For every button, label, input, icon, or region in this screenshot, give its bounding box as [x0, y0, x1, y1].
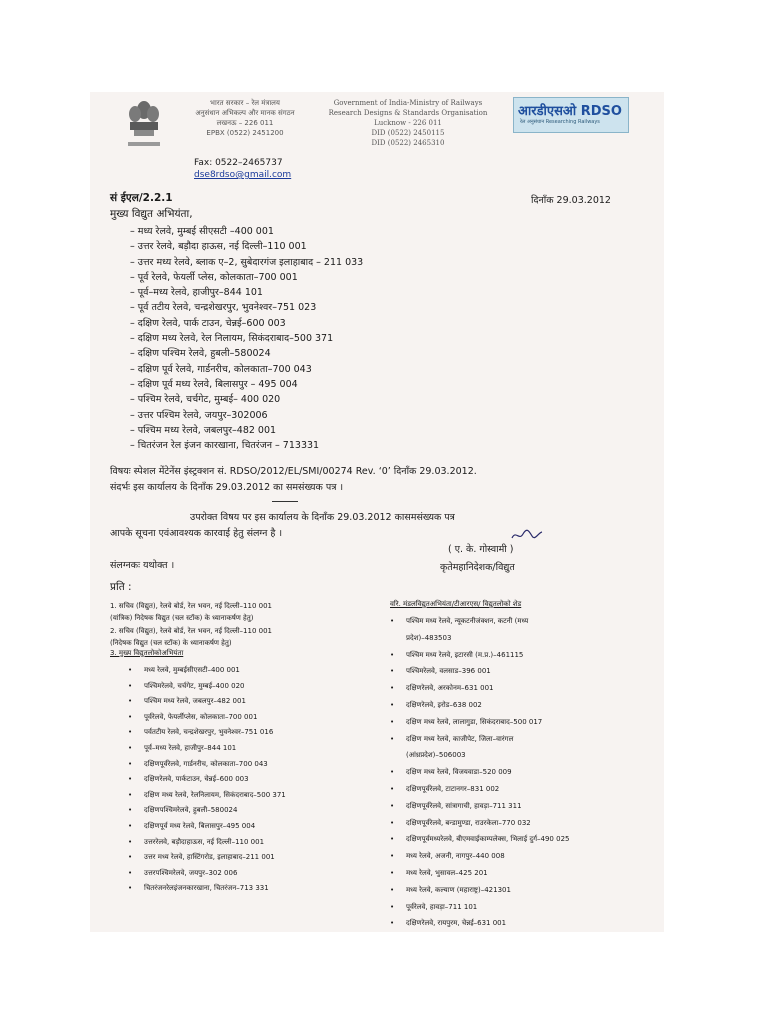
list-item: – पश्चिम मध्य रेलवे, जबलपुर–482 001 [130, 424, 277, 436]
left-bullet-list [128, 663, 286, 897]
body-line: उपरोक्त विषय पर इस कार्यालय के दिनाँक 29.03.2012 कासमसंख्यक पत्र [190, 512, 455, 523]
rdso-logo [513, 97, 629, 133]
list-item: • दक्षिणपूर्व मध्य रेलवे, बिलासपुर–495 004 [128, 819, 286, 835]
list-item: 1. सचिव (विद्युत), रेलवे बोर्ड, रेल भवन, नई दिल्ली–110 001 [110, 602, 272, 610]
list-item: (यांत्रिक) निदेषक विद्युत (चल स्टॉक) के ध्यानाकर्षण हेतु) [110, 614, 254, 623]
list-item: • दक्षिणरेलवे, रायपुरम, चेन्नई–631 001 [390, 915, 569, 932]
copy-to-heading: प्रति : [110, 581, 132, 593]
list-item: – पूर्व तटीय रेलवे, चन्द्रशेखरपुर, भुवनेश्वर–751 023 [130, 302, 317, 314]
list-item: • पूर्वरेलवे, फेयर्लीप्लेस, कोलकाता–700 001 [128, 710, 286, 726]
list-item: – दक्षिण पश्चिम रेलवे, हुबली–580024 [130, 348, 271, 360]
header-hindi-line: लखनऊ – 226 011 [216, 119, 274, 127]
list-item: • पश्चिम मध्य रेलवे, जबलपुर–482 001 [128, 694, 286, 710]
addressee: मुख्य विद्युत अभियंता, [110, 208, 193, 220]
list-item: – दक्षिण पूर्व रेलवे, गार्डनरीच, कोलकाता–700 043 [130, 363, 312, 375]
fax-number: Fax: 0522–2465737 [194, 158, 283, 168]
list-item: • दक्षिणपूर्वमध्यरेलवे, बीएमवाईकाम्पलेक्स, भिलाई दुर्ग–490 025 [390, 831, 569, 848]
list-item: (आंध्रप्रदेश)–506003 [406, 751, 466, 760]
header-english-line: Government of India-Ministry of Railways [333, 99, 483, 107]
list-item: • उत्तरपश्चिमरेलवे, जयपुर–302 006 [128, 866, 286, 882]
list-item: • पश्चिमरेलवे, वलसाड–396 001 [390, 663, 569, 680]
list-item: • दक्षिणपूर्वरेलवे, बन्डामुण्डा, राउरकेला–770 032 [390, 815, 569, 832]
right-bullet-list [390, 613, 569, 932]
signature-icon [510, 528, 544, 542]
list-item: – दक्षिण रेलवे, पार्क टाउन, चेन्नई–600 003 [130, 317, 286, 329]
list-item: • मध्य रेलवे, भुसावल–425 201 [390, 865, 569, 882]
logo-mark: आरडीएसओ RDSO [518, 104, 622, 119]
reference-number: सं ईएल/2.2.1 [110, 192, 173, 204]
signatory-name: ( ए. के. गोस्वामी ) [448, 544, 514, 555]
body-line: आपके सूचना एवंआवश्यक कारवाई हेतु संलग्न है । [110, 528, 283, 539]
list-item: – उत्तर मध्य रेलवे, ब्लाक ए–2, सुबेदारगंज इलाहाबाद – 211 033 [130, 256, 364, 268]
right-section-heading: वरि. मंडलविद्युतअभियंता/टीआरएस/ विद्युतलोको शेड [390, 600, 522, 608]
list-item: • दक्षिणपूर्वरेलवे, सांत्रागाची, हावड़ा–711 311 [390, 798, 569, 815]
list-item: • पश्चिमरेलवे, चर्चगेट, मुम्बई–400 020 [128, 679, 286, 695]
list-item: • दक्षिण मध्य रेलवे, लालागुडा, सिकंदराबाद–500 017 [390, 714, 569, 731]
header-hindi-line: EPBX (0522) 2451200 [206, 129, 284, 137]
list-item: • पूर्वरेलवे, हावड़ा–711 101 [390, 899, 569, 916]
list-item: – दक्षिण पूर्व मध्य रेलवे, बिलासपुर – 495 004 [130, 378, 298, 390]
header-english-line: Research Designs & Standards Organisation [328, 109, 488, 117]
list-item: प्रदेश)–483503 [406, 633, 452, 642]
copy-to-left-items [110, 600, 272, 649]
list-item: • दक्षिणपूर्वरेलवे, टाटानगर–831 002 [390, 781, 569, 798]
list-item: • दक्षिणपश्चिमरेलवे, हुबली–580024 [128, 803, 286, 819]
header-hindi-line: अनुसंधान अभिकल्प और मानक संगठन [195, 109, 295, 117]
header-english-line: Lucknow - 226 011 [374, 119, 442, 127]
logo-tagline: रेल अनुसंधान Researching Railways [520, 119, 600, 125]
list-item: (निदेषक विद्युत (चल स्टॉक) के ध्यानाकर्षण हेतु) [110, 638, 232, 647]
list-item: 2. सचिव (विद्युत), रेलवे बोर्ड, रेल भवन, नई दिल्ली–110 001 [110, 626, 272, 635]
header-hindi [190, 98, 300, 138]
list-item: – दक्षिण मध्य रेलवे, रेल निलायम, सिकंदराबाद–500 371 [130, 333, 334, 345]
list-item: • दक्षिणरेलवे, पार्कटाउन, चेन्नई–600 003 [128, 772, 286, 788]
letter-date: दिनाँक 29.03.2012 [531, 195, 611, 206]
list-item: – पश्चिम रेलवे, चर्चगेट, मुम्बई– 400 020 [130, 394, 281, 406]
header-english-line: DID (0522) 2465310 [371, 139, 445, 147]
list-item: • दक्षिणरेलवे, इरोड–638 002 [390, 697, 569, 714]
email-link[interactable]: dse8rdso@gmail.com [194, 170, 292, 180]
list-item: • पश्चिम मध्य रेलवे, इटारसी (म.प्र.)–461115 [390, 647, 569, 664]
list-item: • दक्षिण मध्य रेलवे, विजयवाडा–520 009 [390, 764, 569, 781]
address-list [130, 224, 363, 453]
national-emblem-icon [124, 98, 164, 158]
enclosure: संलग्नकः यथोक्त । [110, 560, 175, 571]
letter-sheet [90, 92, 664, 932]
list-item: – उत्तर पश्चिम रेलवे, जयपुर–302006 [130, 409, 268, 421]
list-item: • दक्षिण मध्य रेलवे, काजीपेट, जिला–वारंगल [390, 731, 569, 748]
list-item: • उत्तररेलवे, बड़ौदाहाऊस, नई दिल्ली–110 001 [128, 835, 286, 851]
left-section-heading: 3. मुख्य विद्युतलोकोअभियंता [110, 649, 184, 657]
subject-line: विषयः स्पेशल मेंटेनेंस इंस्ट्रक्शन सं. RDSO/2012/EL/SMI/00274 Rev. ‘0’ दिनाँक 29.03.2012. [110, 466, 477, 477]
list-item: – पूर्व रेलवे, फेयर्ली प्लेस, कोलकाता–700 001 [130, 271, 298, 283]
list-item: • पूर्व–मध्य रेलवे, हाजीपुर–844 101 [128, 741, 286, 757]
list-item: • पश्चिम मध्य रेलवे, न्यूकटनीजंक्शन, कटनी (मध्य [390, 613, 569, 630]
list-item: – उत्तर रेलवे, बड़ौदा हाऊस, नई दिल्ली–110 001 [130, 241, 307, 253]
list-item: • मध्य रेलवे, कल्याण (महाराष्ट्र)–421301 [390, 882, 569, 899]
reference-line: संदर्भः इस कार्यालय के दिनाँक 29.03.2012 का समसंख्यक पत्र । [110, 482, 344, 493]
signatory-title: कृतेमहानिदेशक/विद्युत [440, 562, 515, 573]
list-item: – पूर्व–मध्य रेलवे, हाजीपुर–844 101 [130, 287, 263, 299]
list-item: • दक्षिणपूर्वरेलवे, गार्डनरीच, कोलकाता–700 043 [128, 757, 286, 773]
divider [272, 501, 298, 502]
list-item: • चितरंजनरेलइंजनकारखाना, चितरंजन–713 331 [128, 881, 286, 897]
list-item: – मध्य रेलवे, मुम्बई सीएसटी –400 001 [130, 226, 274, 237]
list-item: • दक्षिण मध्य रेलवे, रेलनिलायम, सिकंदराबाद–500 371 [128, 788, 286, 804]
header-english [328, 98, 488, 148]
list-item: • पर्वतटीय रेलवे, चन्द्रशेखरपुर, भुवनेश्वर–751 016 [128, 725, 286, 741]
list-item: • मध्य रेलवे, अजनी, नागपुर–440 008 [390, 848, 569, 865]
list-item: • मध्य रेलवे, मुम्बईसीएसटी–400 001 [128, 663, 286, 679]
list-item: • दक्षिणरेलवे, अरकोनम–631 001 [390, 680, 569, 697]
header-english-line: DID (0522) 2450115 [371, 129, 445, 137]
list-item: – चितरंजन रेल इंजन कारखाना, चितरंजन – 713331 [130, 440, 320, 452]
header-hindi-line: भारत सरकार – रेल मंत्रालय [210, 99, 280, 107]
list-item: • उत्तर मध्य रेलवे, हास्टिंगरोड, इलाहाबाद–211 001 [128, 850, 286, 866]
